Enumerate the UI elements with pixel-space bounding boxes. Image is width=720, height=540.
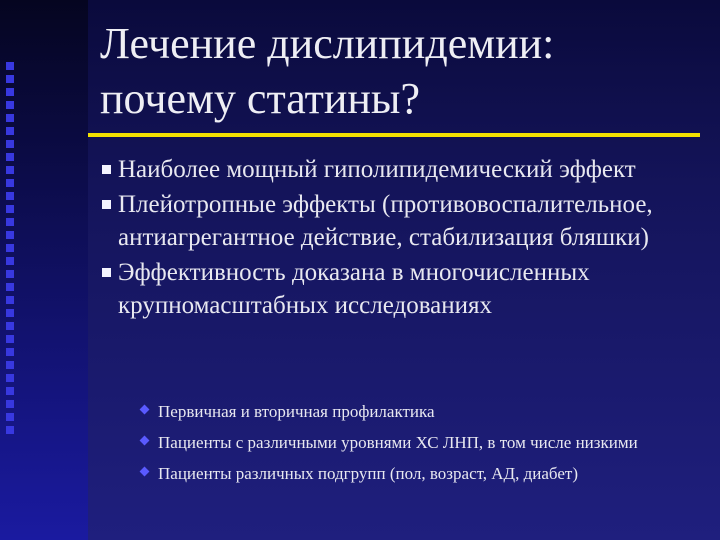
bullet-text: Эффективность доказана в многочисленных крупномасштабных исследованиях bbox=[118, 259, 590, 319]
diamond-bullet-icon bbox=[140, 436, 150, 446]
decorative-squares bbox=[6, 62, 18, 439]
bullet-text: Наиболее мощный гиполипидемический эффект bbox=[118, 156, 636, 183]
bullet-item bbox=[100, 153, 710, 186]
bullet-text: Плейотропные эффекты (противовоспалительное, антиагрегантное действие, стабилизация бляшки) bbox=[118, 191, 653, 251]
left-decorative-band bbox=[0, 0, 88, 540]
sub-bullet-text: Первичная и вторичная профилактика bbox=[158, 402, 435, 421]
title-line-2: почему статины? bbox=[100, 74, 421, 123]
bullet-square-icon bbox=[102, 165, 111, 174]
sub-bullet-list bbox=[140, 402, 700, 495]
title-line-1: Лечение дислипидемии: bbox=[100, 19, 555, 68]
sub-bullet-text: Пациенты с различными уровнями ХС ЛНП, в том числе низкими bbox=[158, 433, 638, 452]
bullet-square-icon bbox=[102, 200, 111, 209]
slide-title bbox=[100, 16, 710, 126]
bullet-item bbox=[100, 256, 710, 322]
sub-bullet-text: Пациенты различных подгрупп (пол, возраст, АД, диабет) bbox=[158, 464, 578, 483]
bullet-list bbox=[100, 153, 710, 324]
sub-bullet-item bbox=[140, 402, 700, 422]
bullet-item bbox=[100, 188, 710, 254]
diamond-bullet-icon bbox=[140, 405, 150, 415]
diamond-bullet-icon bbox=[140, 467, 150, 477]
title-divider bbox=[88, 133, 700, 137]
bullet-square-icon bbox=[102, 268, 111, 277]
sub-bullet-item bbox=[140, 464, 700, 484]
sub-bullet-item bbox=[140, 433, 700, 453]
